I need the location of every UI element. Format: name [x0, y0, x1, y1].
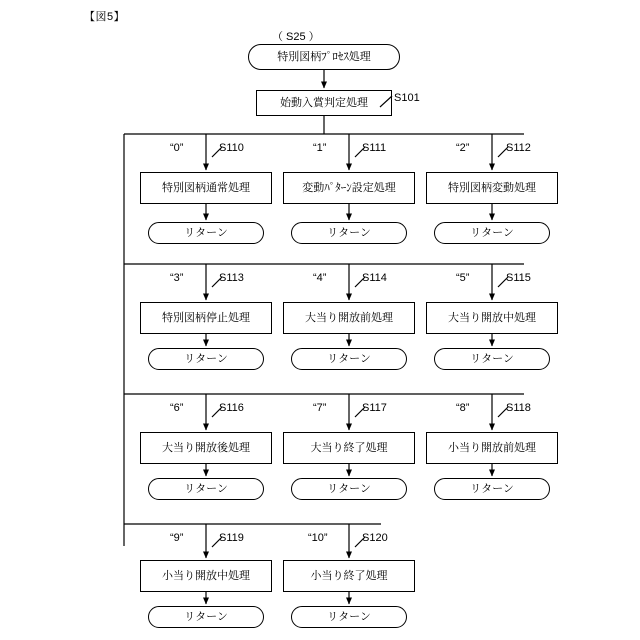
- node-return-s117: リターン: [291, 478, 407, 500]
- step-label-s111: S111: [362, 142, 387, 154]
- node-return-s115: リターン: [434, 348, 550, 370]
- node-return-s113: リターン: [148, 348, 264, 370]
- node-return-s114: リターン: [291, 348, 407, 370]
- figure-number: 【図5】: [84, 11, 126, 23]
- case-label-4: “4”: [313, 272, 327, 284]
- step-label-s101: S101: [394, 92, 420, 104]
- node-process-s114: 大当り開放前処理: [283, 302, 415, 334]
- step-label-s117: S117: [362, 402, 387, 414]
- step-label-s116: S116: [219, 402, 244, 414]
- node-start-winning-judgement: 始動入賞判定処理: [256, 90, 392, 116]
- node-return-s120: リターン: [291, 606, 407, 628]
- node-return-s118: リターン: [434, 478, 550, 500]
- case-label-2: “2”: [456, 142, 470, 154]
- step-label-s120: S120: [362, 532, 388, 544]
- node-process-s110: 特別図柄通常処理: [140, 172, 272, 204]
- case-label-5: “5”: [456, 272, 470, 284]
- step-label-s118: S118: [506, 402, 531, 414]
- node-process-s113: 特別図柄停止処理: [140, 302, 272, 334]
- node-return-s110: リターン: [148, 222, 264, 244]
- node-process-s120: 小当り終了処理: [283, 560, 415, 592]
- node-special-symbol-process: 特別図柄ﾌﾟﾛｾｽ処理: [248, 44, 400, 70]
- case-label-8: “8”: [456, 402, 470, 414]
- step-label-s112: S112: [506, 142, 531, 154]
- node-return-s112: リターン: [434, 222, 550, 244]
- node-process-s112: 特別図柄変動処理: [426, 172, 558, 204]
- node-return-s116: リターン: [148, 478, 264, 500]
- step-label-s119: S119: [219, 532, 244, 544]
- case-label-6: “6”: [170, 402, 184, 414]
- node-process-s116: 大当り開放後処理: [140, 432, 272, 464]
- case-label-7: “7”: [313, 402, 327, 414]
- step-label-s114: S114: [362, 272, 387, 284]
- node-process-s115: 大当り開放中処理: [426, 302, 558, 334]
- case-label-9: “9”: [170, 532, 184, 544]
- case-label-10: “10”: [308, 532, 328, 544]
- case-label-3: “3”: [170, 272, 184, 284]
- step-label-s110: S110: [219, 142, 244, 154]
- case-label-0: “0”: [170, 142, 184, 154]
- node-return-s111: リターン: [291, 222, 407, 244]
- node-process-s111: 変動ﾊﾟﾀｰﾝ設定処理: [283, 172, 415, 204]
- node-return-s119: リターン: [148, 606, 264, 628]
- step-label-s113: S113: [219, 272, 244, 284]
- entry-step-label: （ S25 ）: [272, 31, 320, 43]
- node-process-s118: 小当り開放前処理: [426, 432, 558, 464]
- step-label-s115: S115: [506, 272, 531, 284]
- case-label-1: “1”: [313, 142, 327, 154]
- node-process-s117: 大当り終了処理: [283, 432, 415, 464]
- node-process-s119: 小当り開放中処理: [140, 560, 272, 592]
